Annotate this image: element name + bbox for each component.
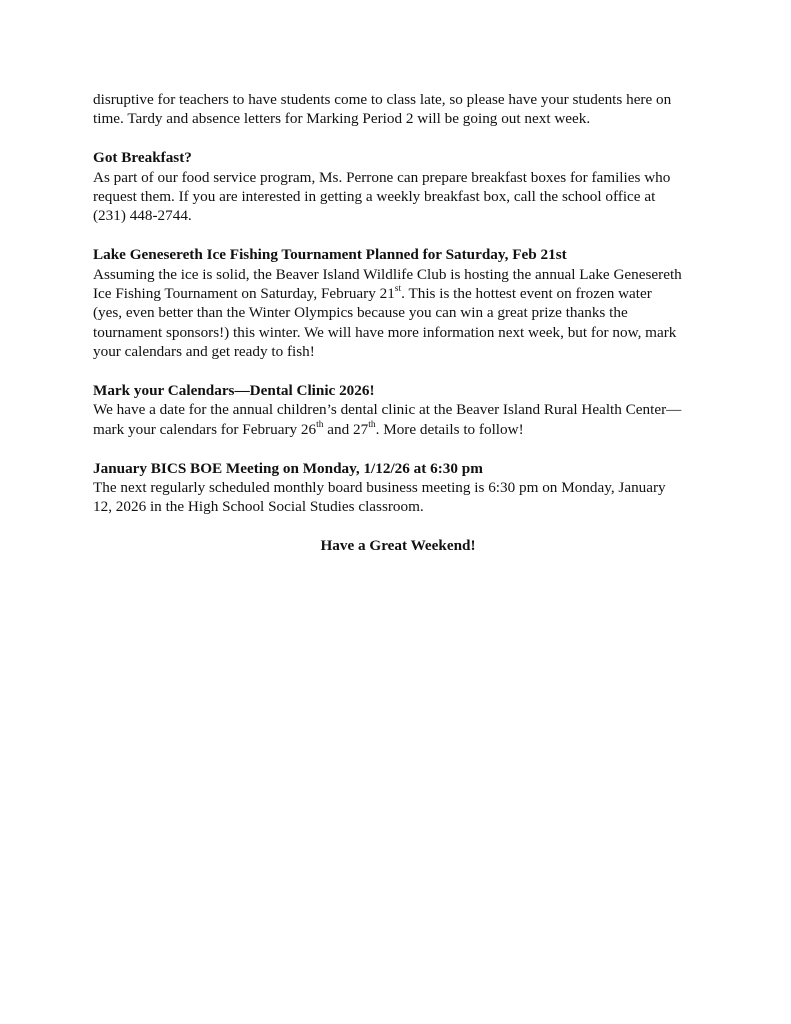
board-meeting-heading: January BICS BOE Meeting on Monday, 1/12/26 at 6:30 pm (93, 459, 483, 477)
breakfast-section (93, 148, 703, 226)
board-meeting-section (93, 459, 703, 517)
newsletter-body (93, 90, 703, 556)
board-meeting-line: The next regularly scheduled monthly board business meeting is 6:30 pm on Monday, January (93, 479, 666, 497)
ordinal-suffix: st (394, 283, 402, 294)
dental-line (93, 420, 703, 439)
ice-fishing-line: Assuming the ice is solid, the Beaver Island Wildlife Club is hosting the annual Lake Genesereth (93, 265, 682, 283)
dental-section (93, 381, 703, 439)
ice-fishing-section (93, 245, 703, 361)
dental-line: We have a date for the annual children’s dental clinic at the Beaver Island Rural Health Center— (93, 401, 682, 419)
dental-date-text: and 27 (323, 420, 369, 438)
breakfast-heading: Got Breakfast? (93, 149, 192, 167)
ice-fishing-line: your calendars and get ready to fish! (93, 343, 315, 361)
intro-line: disruptive for teachers to have students come to class late, so please have your students here on (93, 91, 672, 108)
ice-fishing-date-text: Ice Fishing Tournament on Saturday, February 21 (93, 285, 395, 303)
ordinal-suffix: th (368, 419, 376, 430)
ice-fishing-heading: Lake Genesereth Ice Fishing Tournament Planned for Saturday, Feb 21st (93, 246, 567, 264)
ice-fishing-line: (yes, even better than the Winter Olympics because you can win a great prize thanks the (93, 304, 628, 322)
dental-heading: Mark your Calendars—Dental Clinic 2026! (93, 382, 375, 400)
dental-date-text: mark your calendars for February 26 (93, 420, 317, 438)
dental-line-end: . More details to follow! (375, 420, 524, 438)
board-meeting-line: 12, 2026 in the High School Social Studies classroom. (93, 498, 424, 516)
ice-fishing-line (93, 284, 703, 303)
breakfast-line: As part of our food service program, Ms. Perrone can prepare breakfast boxes for families who (93, 168, 671, 186)
ordinal-suffix: th (316, 419, 324, 430)
ice-fishing-line: tournament sponsors!) this winter. We will have more information next week, but for now, mark (93, 323, 677, 341)
closing-message: Have a Great Weekend! (320, 537, 476, 555)
ice-fishing-line-end: . This is the hottest event on frozen water (401, 285, 652, 303)
breakfast-line: request them. If you are interested in getting a weekly breakfast box, call the school office at (93, 188, 656, 206)
intro-line: time. Tardy and absence letters for Marking Period 2 will be going out next week. (93, 110, 591, 128)
breakfast-phone: (231) 448-2744. (93, 207, 192, 225)
intro-paragraph (93, 90, 703, 129)
